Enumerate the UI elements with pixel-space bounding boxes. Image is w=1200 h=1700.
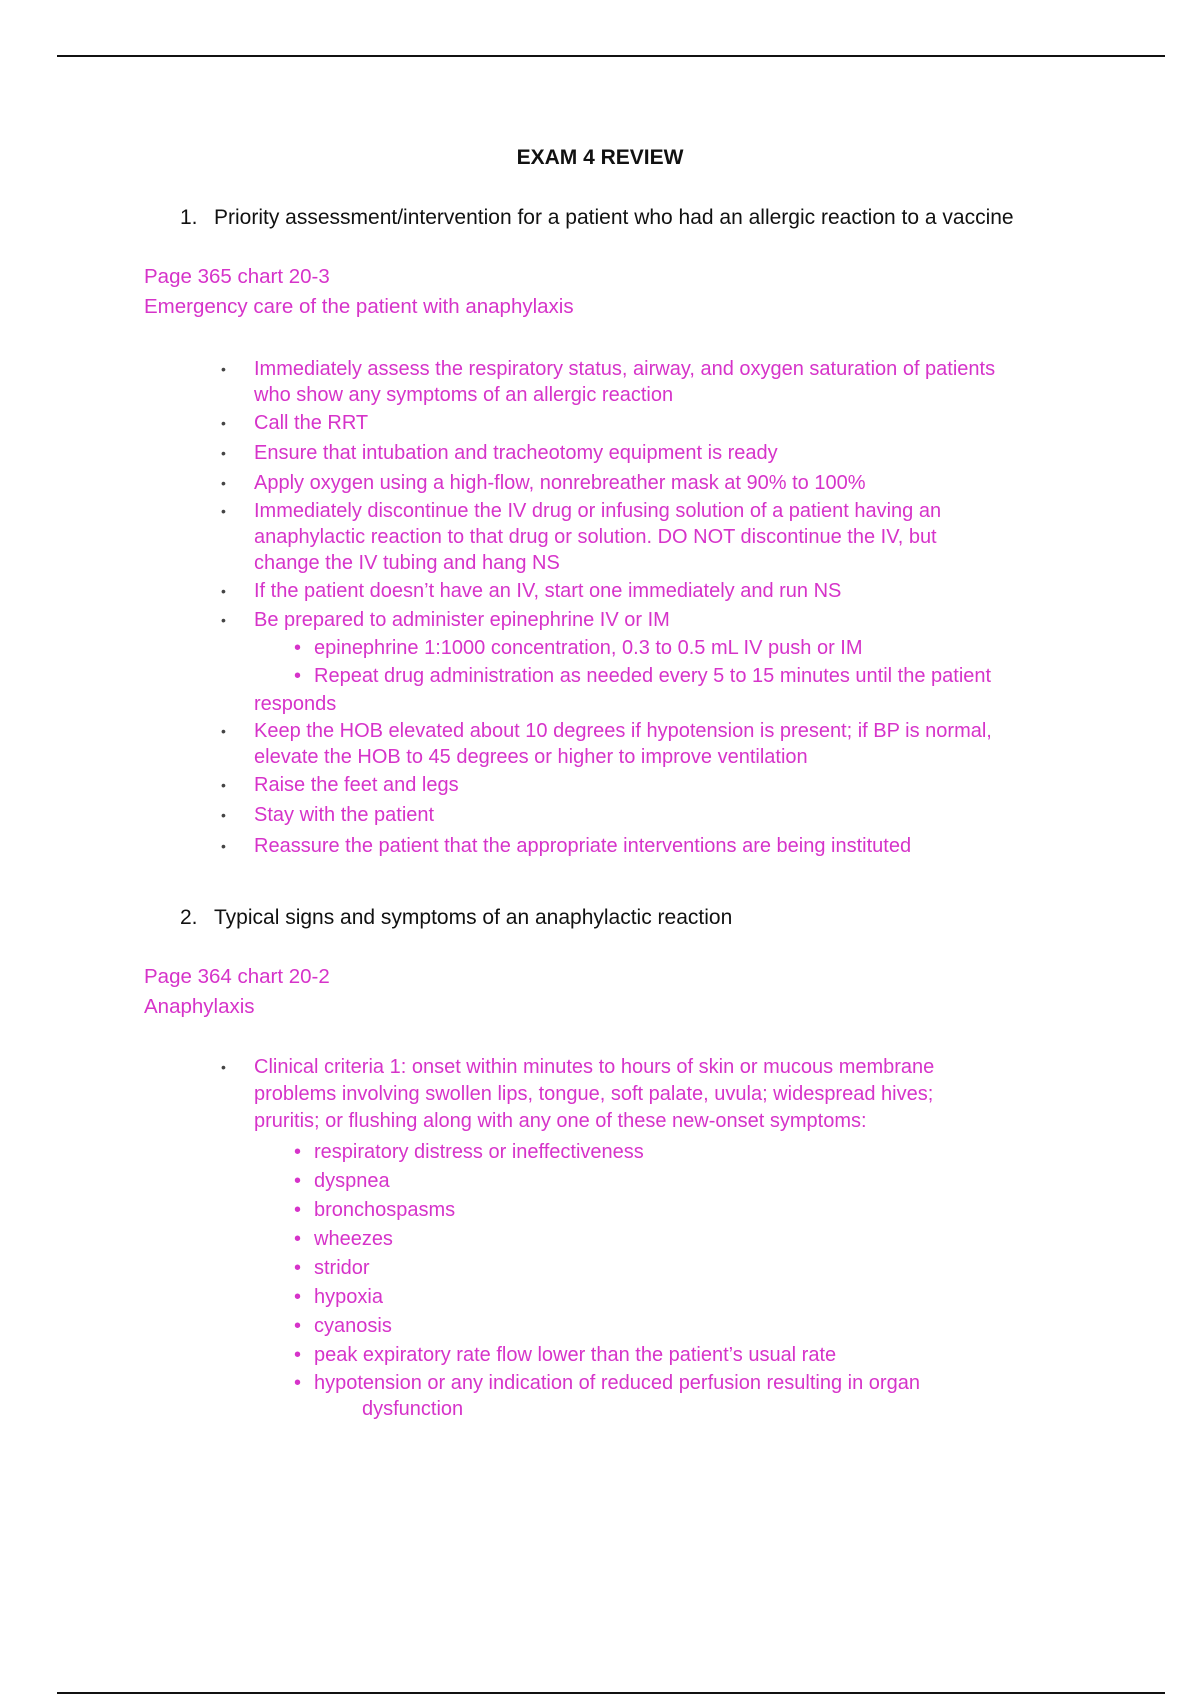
question-2-number: 2. xyxy=(180,906,198,929)
list-item: • Immediately discontinue the IV drug or infusing solution of a patient having an anaphylactic reaction to that drug or solution. DO NOT discontinue the IV, but change the IV tubing and hang NS xyxy=(221,500,942,574)
sub-bullet-icon: • xyxy=(294,1372,302,1394)
symptom-item: • wheezes xyxy=(314,1225,934,1254)
sub-bullet-icon: • xyxy=(294,1315,302,1337)
symptom-item: • dyspnea xyxy=(314,1167,934,1196)
list-item: • If the patient doesn’t have an IV, start one immediately and run NS xyxy=(254,576,995,606)
sub-bullet-icon: • xyxy=(294,637,302,659)
bullet-icon: • xyxy=(221,361,226,377)
symptom-item: • respiratory distress or ineffectiveness xyxy=(314,1138,934,1167)
reference-2 xyxy=(144,962,330,1022)
bullet-icon: • xyxy=(221,583,226,599)
symptom-item: • bronchospasms xyxy=(314,1196,934,1225)
symptom-item: • cyanosis xyxy=(314,1312,934,1341)
sub-bullet-icon: • xyxy=(294,665,302,687)
emergency-care-list xyxy=(221,356,996,862)
bullet-icon: • xyxy=(221,838,226,854)
list-item: • Raise the feet and legs xyxy=(254,770,995,800)
list-item: • Stay with the patient xyxy=(254,800,995,830)
question-1-number: 1. xyxy=(180,206,198,229)
bullet-icon: • xyxy=(221,415,226,431)
bullet-icon: • xyxy=(221,777,226,793)
sub-bullet-icon: • xyxy=(294,1257,302,1279)
sub-list-item: • epinephrine 1:1000 concentration, 0.3 to 0.5 mL IV push or IM xyxy=(314,634,995,662)
list-item: • Immediately assess the respiratory status, airway, and oxygen saturation of patients who show any symptoms of an allergic reaction xyxy=(221,358,996,406)
list-item: • Be prepared to administer epinephrine IV or IM • epinephrine 1:1000 concentration, 0.3 to 0.5 mL IV push or IM • Repeat drug administration as needed every 5 to 15 minutes until the patient responds xyxy=(254,606,995,718)
sub-bullet-icon: • xyxy=(294,1286,302,1308)
question-1-text: Priority assessment/intervention for a patient who had an allergic reaction to a vaccine xyxy=(214,206,1014,229)
list-item: • Reassure the patient that the appropriate interventions are being instituted xyxy=(254,830,995,862)
sub-bullet-icon: • xyxy=(294,1141,302,1163)
list-item: • Call the RRT xyxy=(254,408,995,438)
list-item: • Clinical criteria 1: onset within minutes to hours of skin or mucous membrane problems involving swollen lips, tongue, soft palate, uvula; widespread hives; pruritis; or flushing along with any one of these new-onset symptoms: • respiratory distress or ineffectiveness • dyspnea • bronchospasms • wheezes • stridor • hypoxia • cyanosis • peak expiratory rate flow lower than the patient’s usual rate • hypotension or any indication of reduced perfusion resulting in organ dysfunction xyxy=(221,1056,935,1420)
top-rule xyxy=(57,55,1165,57)
bottom-rule xyxy=(57,1692,1165,1694)
symptom-item: • hypoxia xyxy=(314,1283,934,1312)
sub-list-item: • Repeat drug administration as needed every 5 to 15 minutes until the patient xyxy=(314,662,995,690)
page-title: EXAM 4 REVIEW xyxy=(516,146,684,169)
list-item: • Keep the HOB elevated about 10 degrees if hypotension is present; if BP is normal, elevate the HOB to 45 degrees or higher to improve ventilation xyxy=(221,720,992,768)
symptom-item: • hypotension or any indication of reduced perfusion resulting in organ dysfunction xyxy=(294,1372,920,1420)
sub-bullet-icon: • xyxy=(294,1170,302,1192)
symptom-item: • peak expiratory rate flow lower than the patient’s usual rate xyxy=(314,1341,934,1370)
sub-bullet-icon: • xyxy=(294,1228,302,1250)
anaphylaxis-criteria-list xyxy=(221,1054,935,1422)
sub-bullet-icon: • xyxy=(294,1344,302,1366)
bullet-icon: • xyxy=(221,503,226,519)
bullet-icon: • xyxy=(221,475,226,491)
bullet-icon: • xyxy=(221,723,226,739)
bullet-icon: • xyxy=(221,1059,226,1075)
reference-2-heading: Anaphylaxis xyxy=(144,995,255,1018)
sub-list-item-continuation: responds xyxy=(254,693,337,715)
list-item: • Ensure that intubation and tracheotomy equipment is ready xyxy=(254,438,995,468)
bullet-icon: • xyxy=(221,612,226,628)
list-item: • Apply oxygen using a high-flow, nonrebreather mask at 90% to 100% xyxy=(254,468,995,498)
symptom-list xyxy=(254,1138,934,1422)
sub-bullet-icon: • xyxy=(294,1199,302,1221)
reference-1-heading: Emergency care of the patient with anaphylaxis xyxy=(144,295,574,318)
bullet-icon: • xyxy=(221,807,226,823)
bullet-icon: • xyxy=(221,445,226,461)
question-2 xyxy=(180,906,732,930)
question-2-text: Typical signs and symptoms of an anaphylactic reaction xyxy=(214,906,733,929)
reference-1-page: Page 365 chart 20-3 xyxy=(144,265,330,288)
reference-1 xyxy=(144,262,574,322)
question-1 xyxy=(180,206,1014,230)
symptom-item: • stridor xyxy=(314,1254,934,1283)
reference-2-page: Page 364 chart 20-2 xyxy=(144,965,330,988)
